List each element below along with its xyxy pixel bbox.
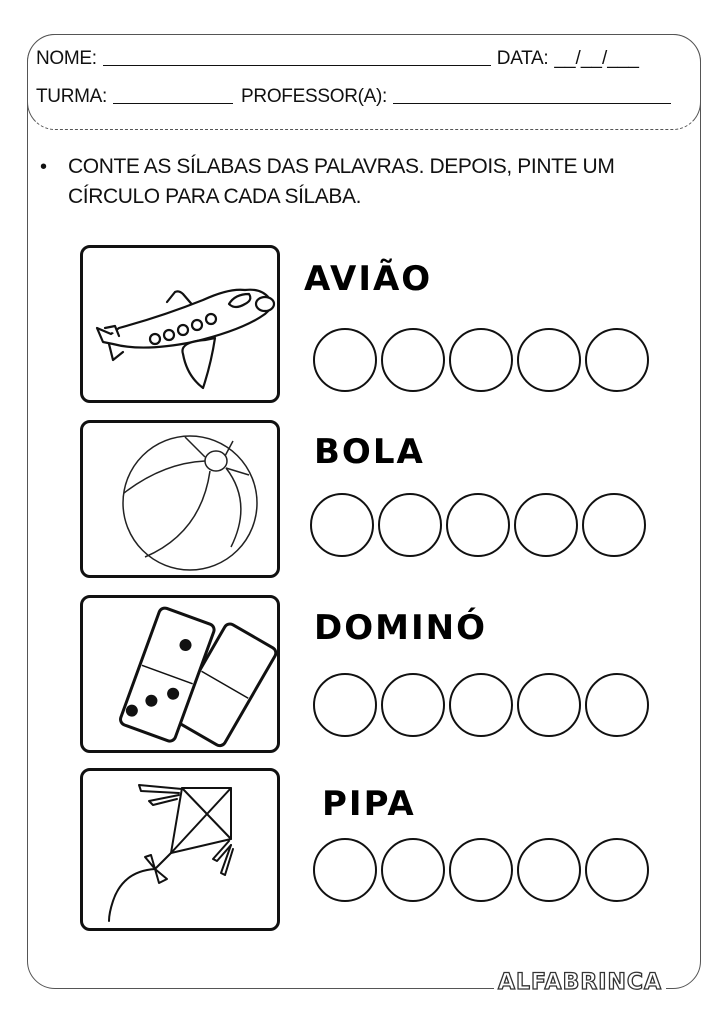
syllable-circle[interactable] xyxy=(582,493,646,557)
instruction-text: CONTE AS SÍLABAS DAS PALAVRAS. DEPOIS, PINTE UM CÍRCULO PARA CADA SÍLABA. xyxy=(68,155,615,208)
syllable-circle[interactable] xyxy=(449,673,513,737)
date-label: DATA: xyxy=(496,48,549,69)
airplane-image-card xyxy=(80,245,280,403)
syllable-circles-aviao xyxy=(313,328,653,392)
syllable-circle[interactable] xyxy=(381,838,445,902)
name-field[interactable] xyxy=(103,64,491,66)
syllable-circle[interactable] xyxy=(517,673,581,737)
syllable-circle[interactable] xyxy=(585,838,649,902)
syllable-circle[interactable] xyxy=(313,838,377,902)
domino-icon xyxy=(83,598,277,750)
teacher-field[interactable] xyxy=(393,102,671,104)
class-field[interactable] xyxy=(113,102,233,104)
word-bola: BOLA xyxy=(314,432,425,472)
syllable-circle[interactable] xyxy=(446,493,510,557)
instruction xyxy=(40,152,680,212)
header-row-1 xyxy=(36,48,639,70)
syllable-circle[interactable] xyxy=(310,493,374,557)
kite-icon xyxy=(83,771,277,928)
syllable-circle[interactable] xyxy=(449,328,513,392)
ball-image-card xyxy=(80,420,280,578)
syllable-circles-domino xyxy=(313,673,653,737)
header-row-2 xyxy=(36,86,671,108)
airplane-icon xyxy=(83,248,277,400)
bullet-icon: • xyxy=(40,156,47,178)
alfabrinca-logo: ALFABRINCA xyxy=(494,970,666,995)
syllable-circle[interactable] xyxy=(585,673,649,737)
syllable-circle[interactable] xyxy=(517,838,581,902)
syllable-circles-bola xyxy=(310,493,650,557)
syllable-circle[interactable] xyxy=(517,328,581,392)
syllable-circle[interactable] xyxy=(313,328,377,392)
word-pipa: PIPA xyxy=(322,784,416,824)
date-field[interactable]: __/__/___ xyxy=(554,48,639,69)
beach-ball-icon xyxy=(83,423,277,575)
syllable-circle[interactable] xyxy=(514,493,578,557)
syllable-circles-pipa xyxy=(313,838,653,902)
syllable-circle[interactable] xyxy=(381,673,445,737)
domino-image-card xyxy=(80,595,280,753)
syllable-circle[interactable] xyxy=(449,838,513,902)
word-domino: DOMINÓ xyxy=(314,608,487,648)
syllable-circle[interactable] xyxy=(313,673,377,737)
syllable-circle[interactable] xyxy=(378,493,442,557)
class-label: TURMA: xyxy=(36,86,108,107)
kite-image-card xyxy=(80,768,280,931)
word-aviao: AVIÃO xyxy=(304,259,433,299)
name-label: NOME: xyxy=(36,48,97,69)
syllable-circle[interactable] xyxy=(381,328,445,392)
syllable-circle[interactable] xyxy=(585,328,649,392)
teacher-label: PROFESSOR(A): xyxy=(241,86,388,107)
